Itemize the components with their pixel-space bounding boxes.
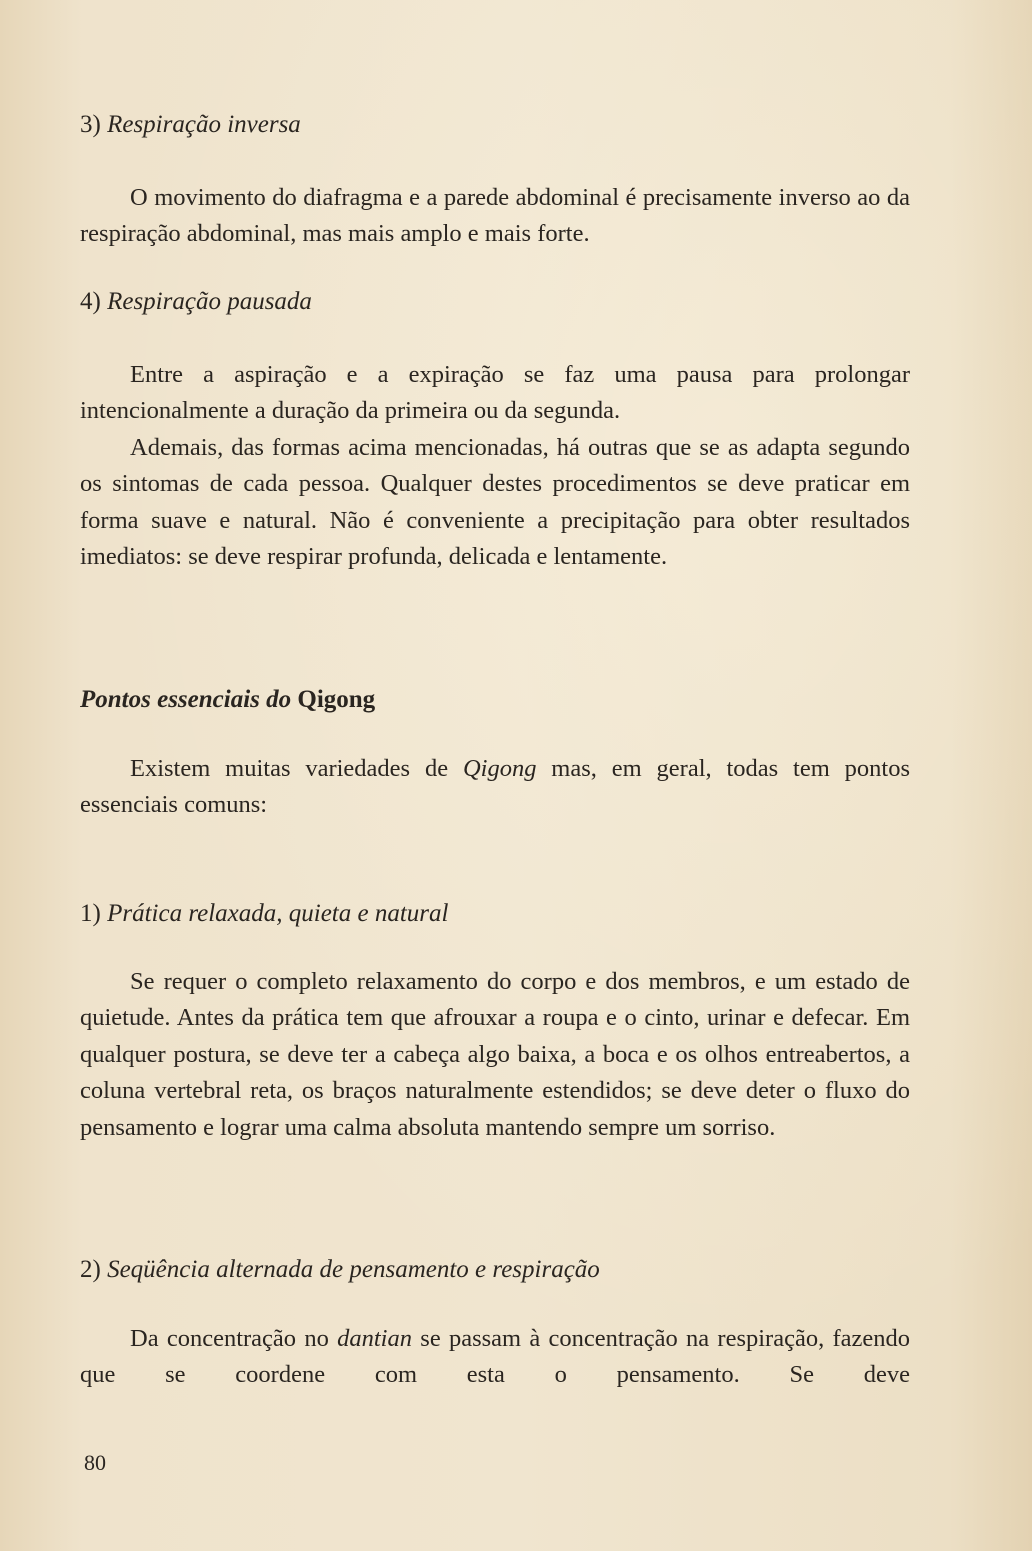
subheading-number: 4) [80, 288, 101, 315]
subheading-title: Prática relaxada, quieta e natural [107, 900, 449, 927]
paragraph-text-before: Existem muitas variedades de [130, 755, 449, 782]
paragraph-text-after: mas, em geral, todas tem pontos essenciais comuns: [80, 755, 910, 819]
subheading-title: Respiração pausada [107, 288, 312, 315]
paragraph-text-before: Da concentração no [130, 1325, 329, 1352]
paragraph-text-italic: dantian [337, 1325, 412, 1352]
paragraph-text-after: se passam à concentração na respiração, fazendo que se coordene com esta o pensamento. Se deve [80, 1325, 911, 1389]
subheading-sequencia-alternada [80, 1250, 910, 1290]
paragraph-respiracao-pausada: Entre a aspiração e a expiração se faz uma pausa para prolongar intencionalmente a duração da primeira ou da segunda. [80, 361, 910, 425]
subheading-number: 3) [80, 111, 101, 138]
paragraph-text-italic: Qigong [462, 755, 537, 782]
subheading-title: Seqüência alternada de pensamento e respiração [107, 1256, 600, 1283]
subheading-pratica-relaxada [80, 894, 910, 934]
page-number: 80 [84, 1450, 106, 1475]
subheading-number: 1) [80, 900, 101, 927]
paragraph-ademais: Ademais, das formas acima mencionadas, há outras que se as adapta segundo os sintomas de cada pessoa. Qualquer destes procedimentos se deve praticar em forma suave e natural. Não é conveniente a precipitação para obter resultados imediatos: se deve respirar profunda, delicada e lentamente. [80, 434, 910, 571]
subheading-number: 2) [80, 1256, 101, 1283]
section-title-italic: Pontos essenciais do [80, 686, 292, 713]
subheading-respiracao-pausada [80, 282, 910, 322]
paragraph-respiracao-inversa: O movimento do diafragma e a parede abdominal é precisamente inverso ao da respiração abdominal, mas mais amplo e mais forte. [80, 184, 910, 248]
paragraph-sequencia-alternada [80, 1321, 910, 1394]
section-title-roman: Qigong [297, 686, 376, 713]
subheading-title: Respiração inversa [107, 111, 301, 138]
paragraph-variedades-qigong [80, 751, 910, 824]
paragraph-pratica-relaxada: Se requer o completo relaxamento do corpo e dos membros, e um estado de quietude. Antes da prática tem que afrouxar a roupa e o cinto, urinar e defecar. Em qualquer postura, se deve ter a cabeça algo baixa, a boca e os olhos entreabertos, a coluna vertebral reta, os braços naturalmente estendidos; se deve deter o fluxo do pensamento e lograr uma calma absoluta mantendo sempre um sorriso. [80, 968, 910, 1141]
section-title-pontos-essenciais [80, 680, 910, 720]
subheading-respiracao-inversa [80, 105, 910, 145]
